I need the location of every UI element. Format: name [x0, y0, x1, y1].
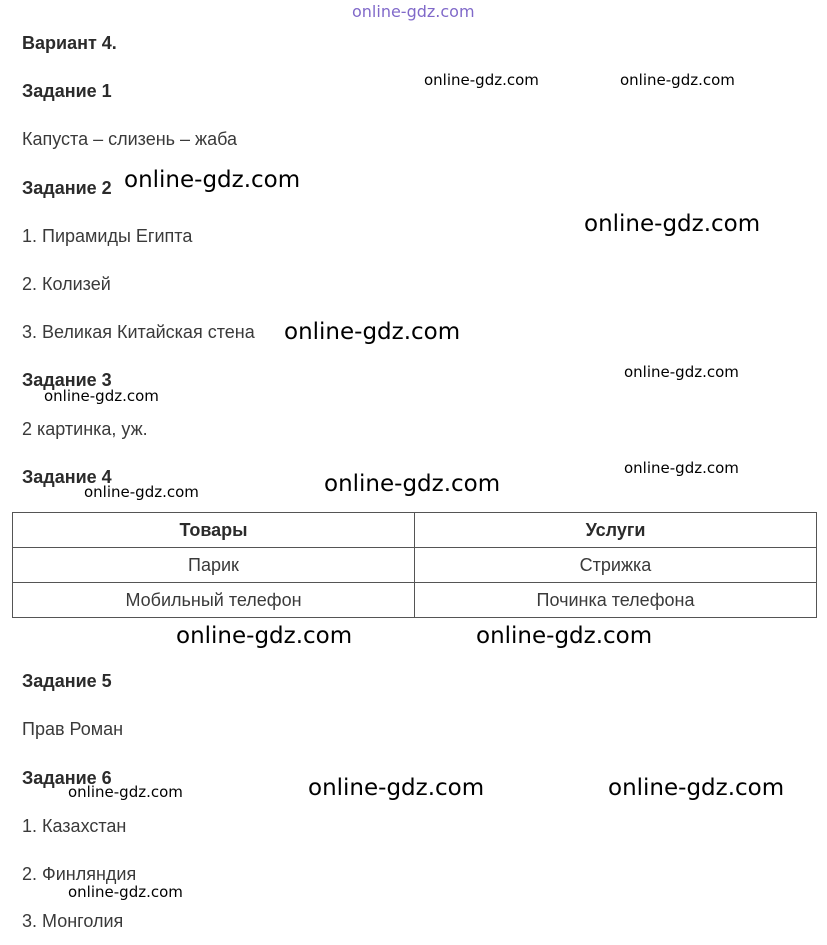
watermark: online-gdz.com [620, 71, 735, 89]
task-3-heading: Задание 3 [22, 370, 112, 390]
task-1-heading: Задание 1 [22, 81, 112, 101]
table-row [13, 583, 817, 618]
table-cell: Стрижка [415, 548, 817, 583]
watermark: online-gdz.com [324, 471, 501, 497]
watermark: online-gdz.com [68, 783, 183, 801]
watermark: online-gdz.com [284, 319, 461, 345]
task-2-line-1: 1. Пирамиды Египта [22, 226, 193, 246]
table-cell: Мобильный телефон [13, 583, 415, 618]
task-2-heading: Задание 2 [22, 178, 112, 198]
task-2-line-3: 3. Великая Китайская стена [22, 322, 255, 342]
task-2-line-2: 2. Колизей [22, 274, 111, 294]
task-6-heading: Задание 6 [22, 768, 112, 788]
goods-services-table [12, 512, 817, 618]
watermark: online-gdz.com [584, 211, 761, 237]
watermark: online-gdz.com [124, 167, 301, 193]
task-6-line-3: 3. Монголия [22, 911, 124, 931]
watermark-top: online-gdz.com [352, 2, 475, 21]
task-6-line-1: 1. Казахстан [22, 816, 127, 836]
watermark: online-gdz.com [476, 623, 653, 649]
table-cell: Парик [13, 548, 415, 583]
table-row [13, 548, 817, 583]
watermark: online-gdz.com [68, 883, 183, 901]
watermark: online-gdz.com [84, 483, 199, 501]
task-5-answer: Прав Роман [22, 719, 124, 739]
watermark: online-gdz.com [308, 775, 485, 801]
task-1-answer: Капуста – слизень – жаба [22, 129, 238, 149]
table-header-row [13, 513, 817, 548]
watermark: online-gdz.com [424, 71, 539, 89]
table-cell: Починка телефона [415, 583, 817, 618]
watermark: online-gdz.com [608, 775, 785, 801]
watermark: online-gdz.com [624, 363, 739, 381]
task-4-heading: Задание 4 [22, 467, 112, 487]
watermark: online-gdz.com [176, 623, 353, 649]
table-header-services: Услуги [415, 513, 817, 548]
table-header-goods: Товары [13, 513, 415, 548]
task-6-line-2: 2. Финляндия [22, 864, 137, 884]
watermark: online-gdz.com [44, 387, 159, 405]
task-5-heading: Задание 5 [22, 671, 112, 691]
variant-title: Вариант 4. [22, 33, 117, 53]
watermark: online-gdz.com [624, 459, 739, 477]
task-3-answer: 2 картинка, уж. [22, 419, 148, 439]
